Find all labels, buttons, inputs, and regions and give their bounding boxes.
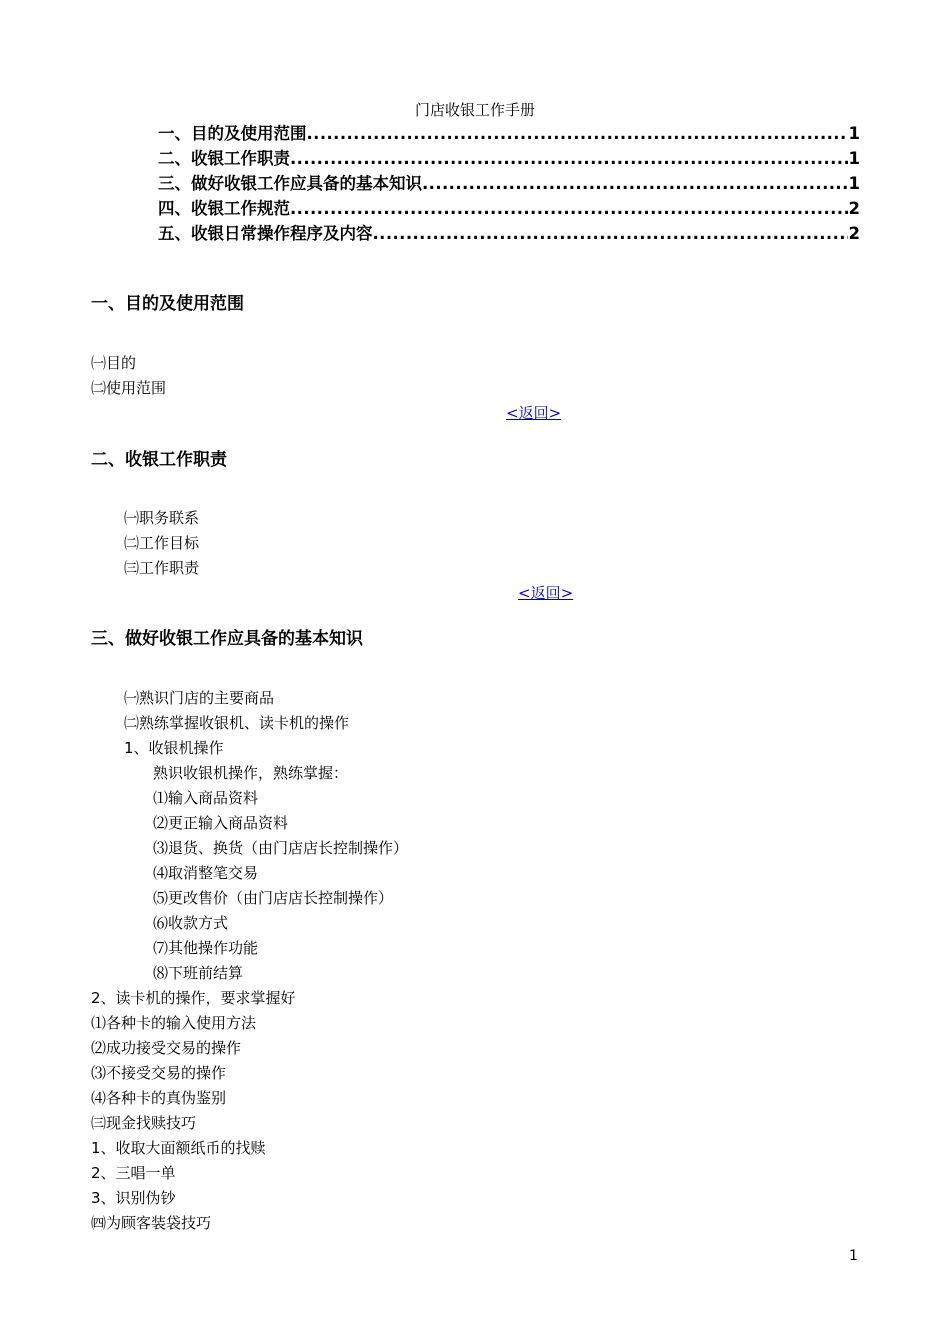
- section-item: 2、读卡机的操作，要求掌握好: [91, 989, 296, 1007]
- toc-entry-page: 1: [848, 124, 860, 143]
- section-item: ㈢工作职责: [124, 559, 200, 577]
- section-heading-2: 二、收银工作职责: [91, 450, 227, 470]
- section-item: ㈠熟识门店的主要商品: [124, 689, 275, 707]
- toc-entry-1[interactable]: [158, 121, 860, 146]
- toc-leader-dots: [373, 221, 848, 246]
- section-item: ⑴各种卡的输入使用方法: [91, 1014, 257, 1032]
- toc-leader-dots: [422, 171, 848, 196]
- section-item: 1、收银机操作: [124, 739, 224, 757]
- section-item: ㈣为顾客装袋技巧: [91, 1214, 212, 1232]
- toc-entry-label: 四、收银工作规范: [158, 199, 290, 218]
- section-item: ⑷取消整笔交易: [153, 864, 259, 882]
- section-item: ⑸更改售价（由门店店长控制操作）: [153, 889, 394, 907]
- section-item: ⑻下班前结算: [153, 964, 244, 982]
- section-item: ⑵成功接受交易的操作: [91, 1039, 242, 1057]
- section-heading-3: 三、做好收银工作应具备的基本知识: [91, 629, 363, 649]
- section-item: ⑵更正输入商品资料: [153, 814, 289, 832]
- page-number: 1: [849, 1248, 858, 1264]
- toc-entry-4[interactable]: [158, 196, 860, 221]
- toc-entry-page: 2: [848, 224, 860, 243]
- section-item: ⑷各种卡的真伪鉴别: [91, 1089, 227, 1107]
- toc-entry-page: 1: [848, 174, 860, 193]
- section-item: ㈡熟练掌握收银机、读卡机的操作: [124, 714, 350, 732]
- section-item: ㈡工作目标: [124, 534, 200, 552]
- section-item: 3、识别伪钞: [91, 1189, 176, 1207]
- toc-leader-dots: [290, 146, 848, 171]
- section-item: ⑶不接受交易的操作: [91, 1064, 227, 1082]
- toc-entry-label: 二、收银工作职责: [158, 149, 290, 168]
- toc-entry-label: 三、做好收银工作应具备的基本知识: [158, 174, 422, 193]
- toc-entry-page: 1: [848, 149, 860, 168]
- toc-leader-dots: [307, 121, 848, 146]
- toc-entry-page: 2: [848, 199, 860, 218]
- toc-entry-label: 五、收银日常操作程序及内容: [158, 224, 373, 243]
- section-item: ㈠目的: [91, 354, 137, 372]
- section-item: ㈡使用范围: [91, 379, 167, 397]
- table-of-contents: [158, 121, 860, 246]
- section-item: ⑹收款方式: [153, 914, 229, 932]
- toc-entry-label: 一、目的及使用范围: [158, 124, 307, 143]
- section-item: ㈢现金找赎技巧: [91, 1114, 197, 1132]
- toc-leader-dots: [290, 196, 848, 221]
- section-item: ⑶退货、换货（由门店店长控制操作）: [153, 839, 409, 857]
- section-item: 2、三唱一单: [91, 1164, 176, 1182]
- section-item: ⑴输入商品资料: [153, 789, 259, 807]
- back-link[interactable]: <返回>: [518, 584, 574, 602]
- section-item: ⑺其他操作功能: [153, 939, 259, 957]
- toc-entry-5[interactable]: [158, 221, 860, 246]
- toc-entry-3[interactable]: [158, 171, 860, 196]
- toc-entry-2[interactable]: [158, 146, 860, 171]
- back-link[interactable]: <返回>: [506, 404, 562, 422]
- section-item: 熟识收银机操作，熟练掌握：: [153, 764, 349, 782]
- section-item: 1、收取大面额纸币的找赎: [91, 1139, 266, 1157]
- section-item: ㈠职务联系: [124, 509, 200, 527]
- section-heading-1: 一、目的及使用范围: [91, 294, 244, 314]
- document-title: 门店收银工作手册: [414, 101, 535, 119]
